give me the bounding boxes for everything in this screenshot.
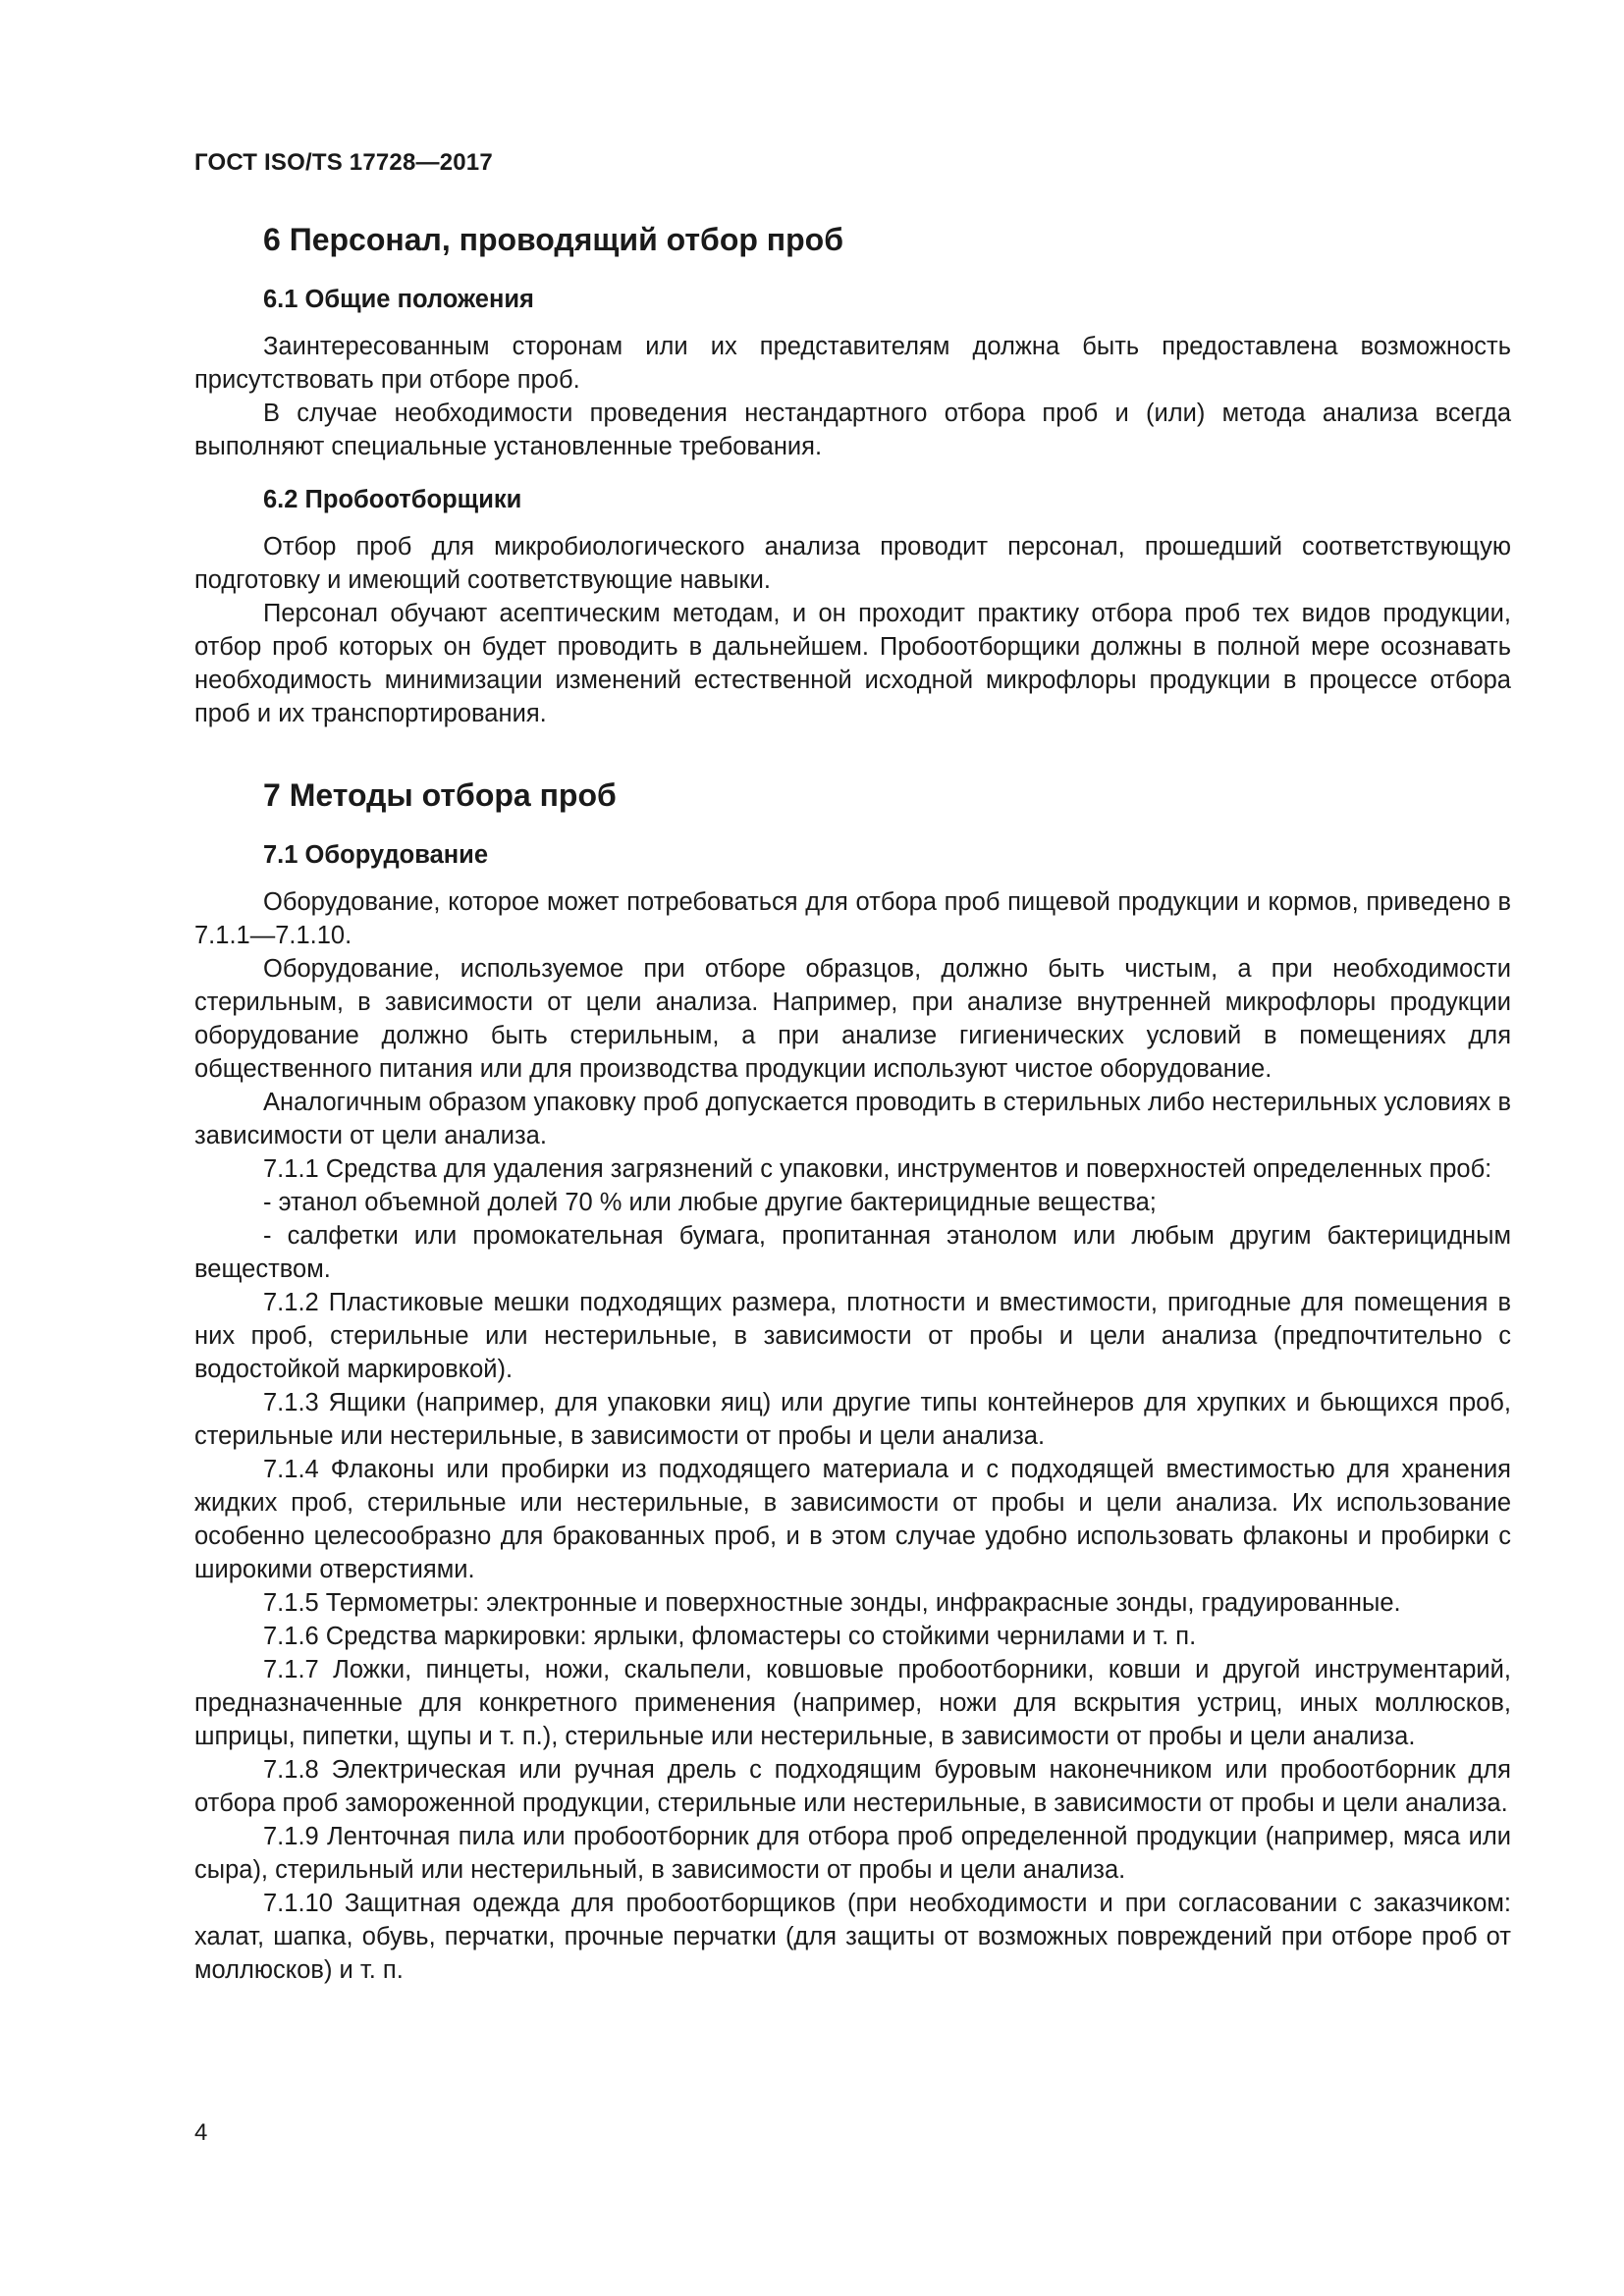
clause-7-1-5: 7.1.5 Термометры: электронные и поверхностные зонды, инфракрасные зонды, градуированные. — [263, 1589, 1401, 1617]
section-6-1-title: 6.1 Общие положения — [263, 286, 534, 313]
clause-7-1-6: 7.1.6 Средства маркировки: ярлыки, фломастеры со стойкими чернилами и т. п. — [263, 1623, 1197, 1650]
page-number: 4 — [194, 2119, 208, 2146]
paragraph: Аналогичным образом упаковку проб допускается проводить в стерильных либо нестерильных условиях в зависимости от цели анализа. — [194, 1089, 1511, 1149]
paragraph: Заинтересованным сторонам или их представителям должна быть предоставлена возможность присутствовать при отборе проб. — [194, 333, 1511, 394]
section-7-1-title: 7.1 Оборудование — [263, 841, 489, 869]
list-item: - салфетки или промокательная бумага, пропитанная этанолом или любым другим бактерицидным веществом. — [194, 1222, 1511, 1283]
clause-7-1-8: 7.1.8 Электрическая или ручная дрель с подходящим буровым наконечником или пробоотборник для отбора проб замороженной продукции, стерильные или нестерильные, в зависимости от пробы и цели анализа. — [194, 1756, 1511, 1817]
clause-7-1-7: 7.1.7 Ложки, пинцеты, ножи, скальпели, ковшовые пробоотборники, ковши и другой инструментарий, предназначенные для конкретного применения (например, ножи для вскрытия устриц, иных моллюсков, шприцы, пипетки, щупы и т. п.), стерильные или нестерильные, в зависимости от пробы и цели анализа. — [194, 1656, 1511, 1750]
clause-7-1-9: 7.1.9 Ленточная пила или пробоотборник для отбора проб определенной продукции (например, мяса или сыра), стерильный или нестерильный, в зависимости от пробы и цели анализа. — [194, 1823, 1511, 1884]
paragraph: Отбор проб для микробиологического анализа проводит персонал, прошедший соответствующую подготовку и имеющий соответствующие навыки. — [194, 533, 1511, 594]
paragraph: Персонал обучают асептическим методам, и он проходит практику отбора проб тех видов продукции, отбор проб которых он будет проводить в дальнейшем. Пробоотборщики должны в полной мере осознавать необходимость минимизации изменений естественной исходной микрофлоры продукции в процессе отбора проб и их транспортирования. — [194, 600, 1511, 727]
clause-7-1-4: 7.1.4 Флаконы или пробирки из подходящего материала и с подходящей вместимостью для хранения жидких проб, стерильные или нестерильные, в зависимости от пробы и цели анализа. Их использование особенно целесообразно для бракованных проб, и в этом случае удобно использовать флаконы и пробирки с широкими отверстиями. — [194, 1456, 1511, 1583]
clause-7-1-10: 7.1.10 Защитная одежда для пробоотборщиков (при необходимости и при согласовании с заказчиком: халат, шапка, обувь, перчатки, прочные перчатки (для защиты от возможных повреждений при отборе проб от моллюсков) и т. п. — [194, 1890, 1511, 1984]
document-header: ГОСТ ISO/TS 17728—2017 — [194, 149, 493, 176]
document-body — [194, 218, 1511, 1987]
section-6-title: 6 Персонал, проводящий отбор проб — [263, 222, 843, 257]
section-7-title: 7 Методы отбора проб — [263, 777, 617, 813]
paragraph: В случае необходимости проведения нестандартного отбора проб и (или) метода анализа всегда выполняют специальные установленные требования. — [194, 400, 1511, 460]
clause-7-1-3: 7.1.3 Ящики (например, для упаковки яиц) или другие типы контейнеров для хрупких и бьющихся проб, стерильные или нестерильные, в зависимости от пробы и цели анализа. — [194, 1389, 1511, 1450]
section-6-2-title: 6.2 Пробоотборщики — [263, 486, 522, 513]
paragraph: Оборудование, которое может потребоваться для отбора проб пищевой продукции и кормов, приведено в 7.1.1—7.1.10. — [194, 888, 1511, 949]
list-item: - этанол объемной долей 70 % или любые другие бактерицидные вещества; — [263, 1189, 1157, 1216]
clause-7-1-2: 7.1.2 Пластиковые мешки подходящих размера, плотности и вместимости, пригодные для помещения в них проб, стерильные или нестерильные, в зависимости от пробы и цели анализа (предпочтительно с водостойкой маркировкой). — [194, 1289, 1511, 1383]
clause-7-1-1: 7.1.1 Средства для удаления загрязнений с упаковки, инструментов и поверхностей определенных проб: — [263, 1155, 1492, 1183]
paragraph: Оборудование, используемое при отборе образцов, должно быть чистым, а при необходимости стерильным, в зависимости от цели анализа. Например, при анализе внутренней микрофлоры продукции оборудование должно быть стерильным, а при анализе гигиенических условий в помещениях для общественного питания или для производства продукции используют чистое оборудование. — [194, 955, 1511, 1083]
